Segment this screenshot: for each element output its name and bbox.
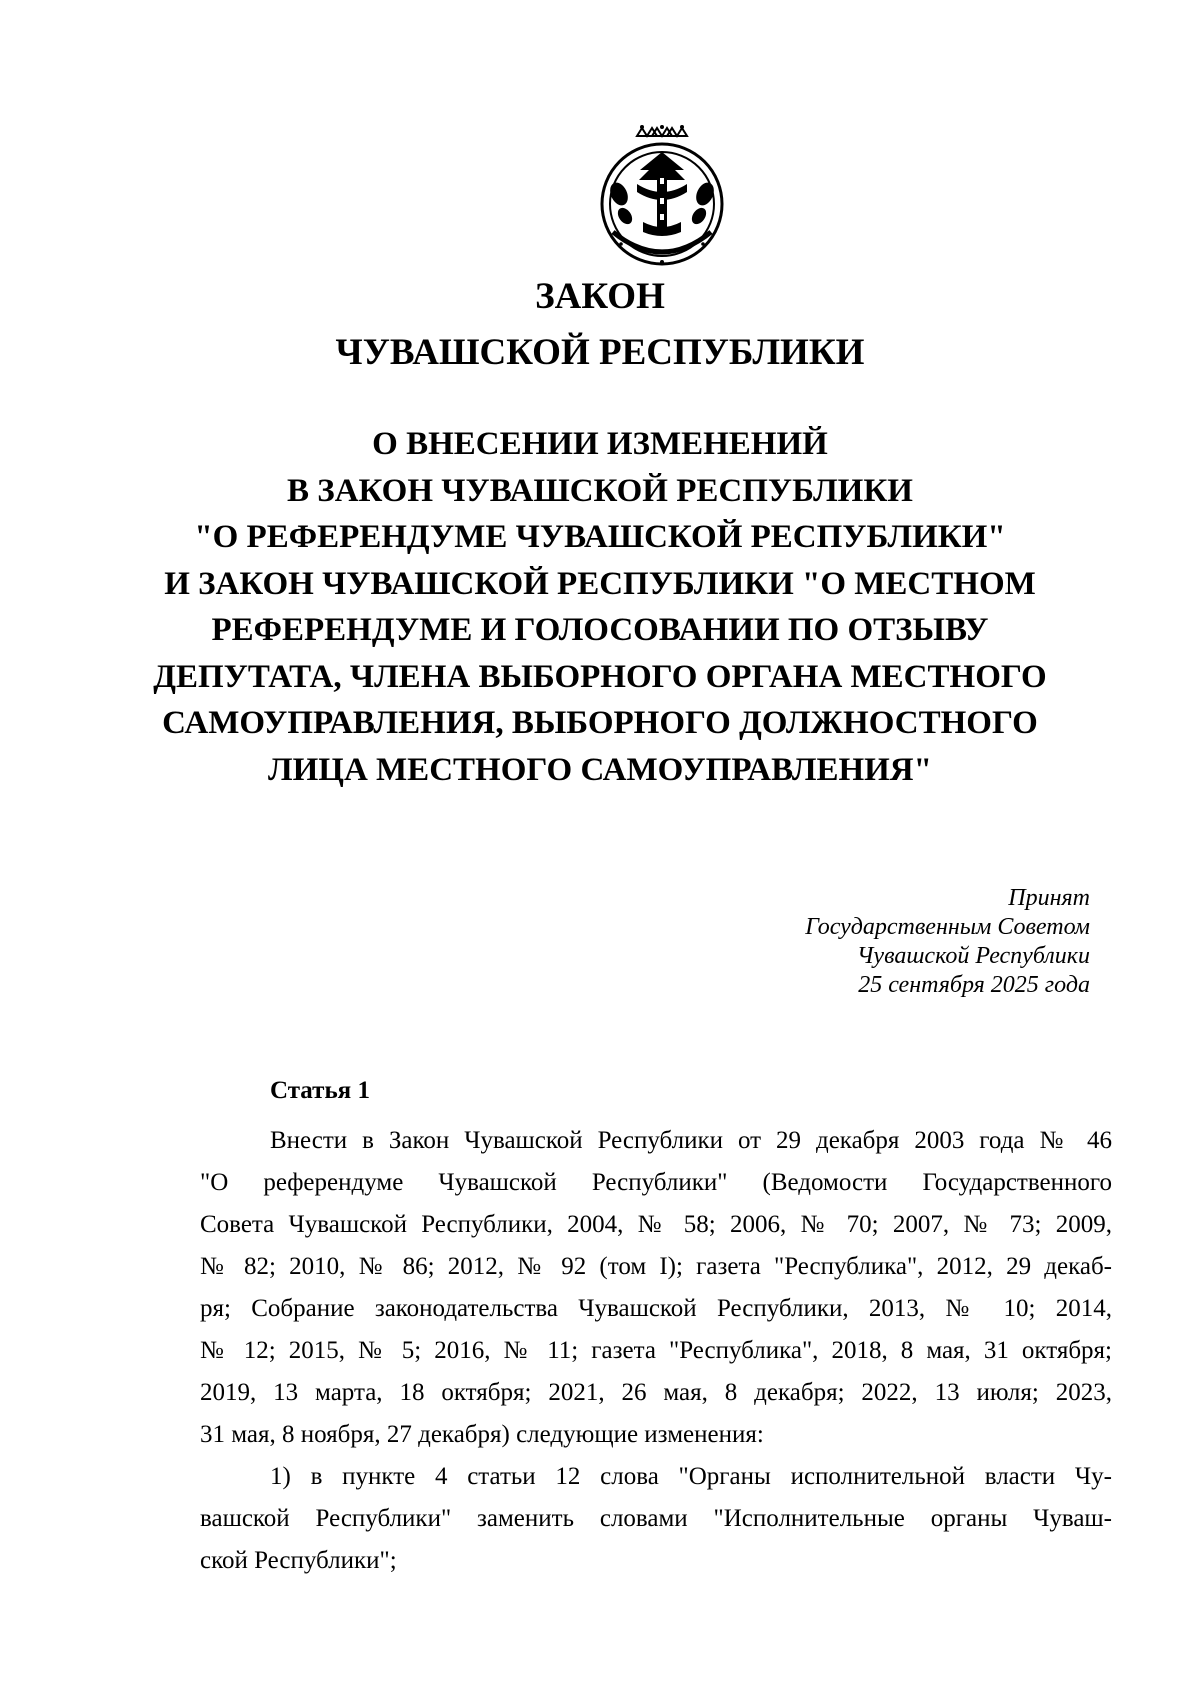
- subtitle-line: ЛИЦА МЕСТНОГО САМОУПРАВЛЕНИЯ": [268, 751, 932, 788]
- paragraph-line: "О референдуме Чувашской Республики" (Ведомости Государственного: [200, 1169, 1112, 1196]
- adoption-line: Принят: [1008, 885, 1090, 911]
- adoption-line: Чувашской Республики: [856, 943, 1090, 969]
- paragraph-line: ской Республики";: [200, 1547, 397, 1574]
- article-1-body: [200, 1120, 1112, 1582]
- coat-of-arms-icon: [591, 122, 733, 272]
- subtitle-line: РЕФЕРЕНДУМЕ И ГОЛОСОВАНИИ ПО ОТЗЫВУ: [211, 612, 989, 648]
- paragraph-line: 2019, 13 марта, 18 октября; 2021, 26 мая, 8 декабря; 2022, 13 июля; 2023,: [200, 1379, 1112, 1406]
- adoption-date: 25 сентября 2025 года: [858, 972, 1090, 998]
- adoption-note: [740, 884, 1090, 1000]
- paragraph-line: вашской Республики" заменить словами "Исполнительные органы Чуваш-: [200, 1505, 1112, 1532]
- law-title-line-1: ЗАКОН: [535, 276, 665, 317]
- subtitle-line: "О РЕФЕРЕНДУМЕ ЧУВАШСКОЙ РЕСПУБЛИКИ": [194, 519, 1006, 555]
- paragraph-line: Совета Чувашской Республики, 2004, № 58; 2006, № 70; 2007, № 73; 2009,: [200, 1211, 1112, 1238]
- paragraph-line: 1) в пункте 4 статьи 12 слова "Органы исполнительной власти Чу-: [270, 1463, 1112, 1490]
- law-title-line-2: ЧУВАШСКОЙ РЕСПУБЛИКИ: [335, 332, 865, 373]
- subtitle-line: И ЗАКОН ЧУВАШСКОЙ РЕСПУБЛИКИ "О МЕСТНОМ: [164, 565, 1036, 602]
- article-1-heading: Статья 1: [270, 1077, 370, 1104]
- law-title: [0, 278, 1200, 390]
- subtitle-line: САМОУПРАВЛЕНИЯ, ВЫБОРНОГО ДОЛЖНОСТНОГО: [162, 705, 1038, 741]
- paragraph-line: ря; Собрание законодательства Чувашской Республики, 2013, № 10; 2014,: [200, 1295, 1112, 1322]
- paragraph-line: 31 мая, 8 ноября, 27 декабря) следующие изменения:: [200, 1421, 764, 1448]
- law-subtitle: [150, 421, 1050, 793]
- subtitle-line: В ЗАКОН ЧУВАШСКОЙ РЕСПУБЛИКИ: [287, 472, 913, 509]
- paragraph-line: Внести в Закон Чувашской Республики от 29 декабря 2003 года № 46: [270, 1127, 1112, 1154]
- adoption-line: Государственным Советом: [805, 914, 1090, 940]
- paragraph-line: № 82; 2010, № 86; 2012, № 92 (том I); газета "Республика", 2012, 29 декаб-: [200, 1253, 1112, 1280]
- article-1-paragraph-2: [200, 1456, 1112, 1582]
- subtitle-line: О ВНЕСЕНИИ ИЗМЕНЕНИЙ: [372, 426, 828, 462]
- article-1-paragraph-1: [200, 1120, 1112, 1456]
- subtitle-line: ДЕПУТАТА, ЧЛЕНА ВЫБОРНОГО ОРГАНА МЕСТНОГО: [153, 658, 1047, 695]
- paragraph-line: № 12; 2015, № 5; 2016, № 11; газета "Республика", 2018, 8 мая, 31 октября;: [200, 1337, 1112, 1364]
